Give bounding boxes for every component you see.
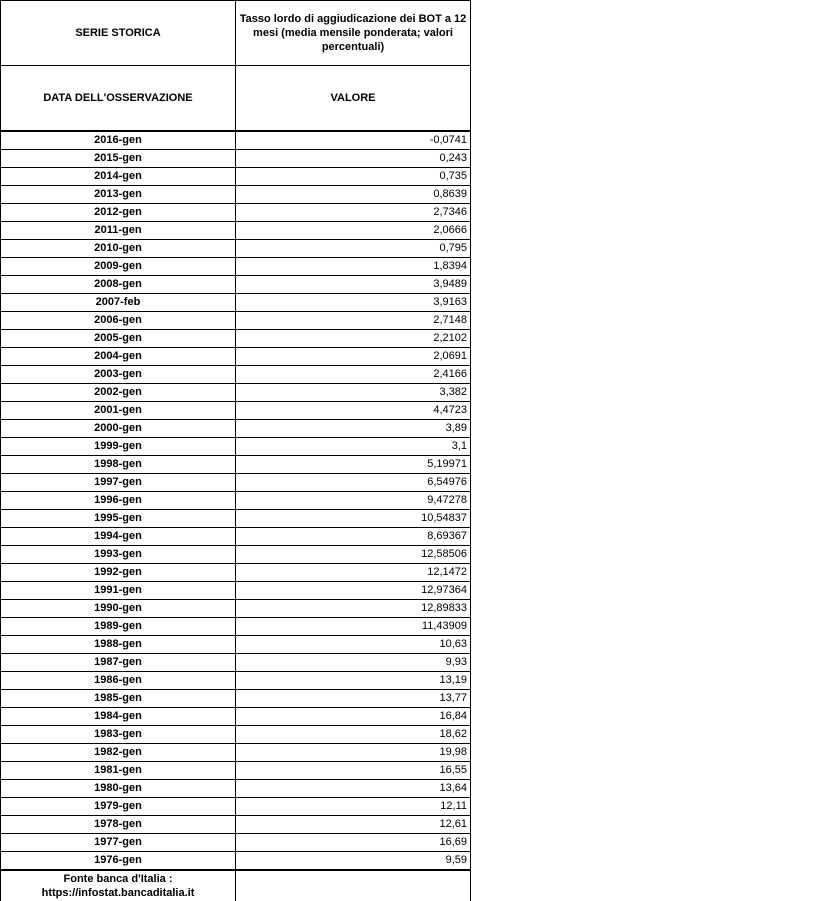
value-cell[interactable]: 12,58506 — [236, 546, 471, 564]
table-row — [1, 240, 471, 258]
table-row — [1, 168, 471, 186]
date-cell[interactable]: 2003-gen — [1, 366, 236, 384]
table-row — [1, 258, 471, 276]
value-cell[interactable]: 8,69367 — [236, 528, 471, 546]
date-cell[interactable]: 2008-gen — [1, 276, 236, 294]
value-cell[interactable]: 13,64 — [236, 780, 471, 798]
table-row — [1, 798, 471, 816]
value-cell[interactable]: 12,11 — [236, 798, 471, 816]
value-cell[interactable]: 1,8394 — [236, 258, 471, 276]
table-row — [1, 600, 471, 618]
value-cell[interactable]: 16,84 — [236, 708, 471, 726]
date-cell[interactable]: 1981-gen — [1, 762, 236, 780]
table-row — [1, 618, 471, 636]
value-cell[interactable]: 0,795 — [236, 240, 471, 258]
date-cell[interactable]: 1980-gen — [1, 780, 236, 798]
value-cell[interactable]: 11,43909 — [236, 618, 471, 636]
date-cell[interactable]: 1978-gen — [1, 816, 236, 834]
table-row — [1, 312, 471, 330]
value-cell[interactable]: 3,382 — [236, 384, 471, 402]
table-row — [1, 294, 471, 312]
value-cell[interactable]: 12,97364 — [236, 582, 471, 600]
value-cell[interactable]: 10,63 — [236, 636, 471, 654]
date-column-header[interactable]: DATA DELL'OSSERVAZIONE — [1, 66, 236, 132]
source-url: https://infostat.bancaditalia.it — [41, 887, 195, 899]
date-cell[interactable]: 2015-gen — [1, 150, 236, 168]
value-column-header[interactable]: VALORE — [236, 66, 471, 132]
date-cell[interactable]: 1989-gen — [1, 618, 236, 636]
date-cell[interactable]: 2007-feb — [1, 294, 236, 312]
date-cell[interactable]: 2010-gen — [1, 240, 236, 258]
date-cell[interactable]: 1998-gen — [1, 456, 236, 474]
table-row — [1, 636, 471, 654]
date-cell[interactable]: 1988-gen — [1, 636, 236, 654]
value-cell[interactable]: 3,9489 — [236, 276, 471, 294]
date-cell[interactable]: 2004-gen — [1, 348, 236, 366]
date-cell[interactable]: 2006-gen — [1, 312, 236, 330]
date-cell[interactable]: 1995-gen — [1, 510, 236, 528]
value-cell[interactable]: 2,0691 — [236, 348, 471, 366]
date-cell[interactable]: 1982-gen — [1, 744, 236, 762]
value-cell[interactable]: 0,8639 — [236, 186, 471, 204]
value-cell[interactable]: 9,93 — [236, 654, 471, 672]
date-cell[interactable]: 2014-gen — [1, 168, 236, 186]
value-cell[interactable]: 2,0666 — [236, 222, 471, 240]
table-row — [1, 402, 471, 420]
date-cell[interactable]: 1979-gen — [1, 798, 236, 816]
table-row — [1, 348, 471, 366]
value-cell[interactable]: 19,98 — [236, 744, 471, 762]
date-cell[interactable]: 1987-gen — [1, 654, 236, 672]
table-row — [1, 366, 471, 384]
value-cell[interactable]: 16,69 — [236, 834, 471, 852]
date-cell[interactable]: 1992-gen — [1, 564, 236, 582]
date-cell[interactable]: 1983-gen — [1, 726, 236, 744]
date-cell[interactable]: 2011-gen — [1, 222, 236, 240]
series-title-cell[interactable]: Tasso lordo di aggiudicazione dei BOT a 12 mesi (media mensile ponderata; valori percentuali) — [236, 1, 471, 66]
table-row — [1, 672, 471, 690]
date-cell[interactable]: 1984-gen — [1, 708, 236, 726]
date-cell[interactable]: 1986-gen — [1, 672, 236, 690]
value-cell[interactable]: 10,54837 — [236, 510, 471, 528]
value-cell[interactable]: 9,59 — [236, 852, 471, 871]
date-cell[interactable]: 1994-gen — [1, 528, 236, 546]
date-cell[interactable]: 1991-gen — [1, 582, 236, 600]
table-row — [1, 492, 471, 510]
table-row — [1, 744, 471, 762]
table-row — [1, 384, 471, 402]
value-cell[interactable]: 0,735 — [236, 168, 471, 186]
table-row — [1, 330, 471, 348]
table-row — [1, 150, 471, 168]
value-cell[interactable]: 6,54976 — [236, 474, 471, 492]
value-cell[interactable]: 2,4166 — [236, 366, 471, 384]
value-cell[interactable]: 2,7148 — [236, 312, 471, 330]
source-footer-row — [1, 870, 471, 901]
series-label-cell[interactable]: SERIE STORICA — [1, 1, 236, 66]
series-header-row — [1, 1, 471, 66]
value-cell[interactable]: -0,0741 — [236, 131, 471, 150]
date-cell[interactable]: 1985-gen — [1, 690, 236, 708]
table-row — [1, 726, 471, 744]
value-cell[interactable]: 3,9163 — [236, 294, 471, 312]
date-cell[interactable]: 1977-gen — [1, 834, 236, 852]
value-cell[interactable]: 2,7346 — [236, 204, 471, 222]
date-cell[interactable]: 2016-gen — [1, 131, 236, 150]
table-row — [1, 816, 471, 834]
value-cell[interactable]: 4,4723 — [236, 402, 471, 420]
date-cell[interactable]: 1993-gen — [1, 546, 236, 564]
date-cell[interactable]: 1976-gen — [1, 852, 236, 871]
table-row — [1, 186, 471, 204]
value-cell[interactable]: 13,19 — [236, 672, 471, 690]
value-cell[interactable]: 5,19971 — [236, 456, 471, 474]
table-row — [1, 438, 471, 456]
value-cell[interactable]: 18,62 — [236, 726, 471, 744]
column-header-row — [1, 66, 471, 132]
table-row — [1, 834, 471, 852]
date-cell[interactable]: 2013-gen — [1, 186, 236, 204]
date-cell[interactable]: 2001-gen — [1, 402, 236, 420]
table-row — [1, 708, 471, 726]
table-row — [1, 204, 471, 222]
value-cell[interactable]: 16,55 — [236, 762, 471, 780]
table-row — [1, 780, 471, 798]
table-row — [1, 690, 471, 708]
date-cell[interactable]: 1997-gen — [1, 474, 236, 492]
table-row — [1, 222, 471, 240]
table-row — [1, 510, 471, 528]
value-cell[interactable]: 2,2102 — [236, 330, 471, 348]
table-row — [1, 420, 471, 438]
table-row — [1, 456, 471, 474]
date-cell[interactable]: 2012-gen — [1, 204, 236, 222]
date-cell[interactable]: 2000-gen — [1, 420, 236, 438]
date-cell[interactable]: 2002-gen — [1, 384, 236, 402]
empty-cell[interactable] — [236, 870, 471, 901]
table-row — [1, 276, 471, 294]
source-cell[interactable] — [1, 870, 236, 901]
source-label: Fonte banca d'Italia : — [63, 873, 173, 885]
table-row — [1, 546, 471, 564]
date-cell[interactable]: 1990-gen — [1, 600, 236, 618]
table-row — [1, 852, 471, 871]
table-row — [1, 131, 471, 150]
value-cell[interactable]: 13,77 — [236, 690, 471, 708]
date-cell[interactable]: 2005-gen — [1, 330, 236, 348]
value-cell[interactable]: 3,89 — [236, 420, 471, 438]
table-row — [1, 528, 471, 546]
value-cell[interactable]: 12,1472 — [236, 564, 471, 582]
value-cell[interactable]: 0,243 — [236, 150, 471, 168]
value-cell[interactable]: 12,61 — [236, 816, 471, 834]
table-row — [1, 654, 471, 672]
value-cell[interactable]: 12,89833 — [236, 600, 471, 618]
table-row — [1, 474, 471, 492]
date-cell[interactable]: 1999-gen — [1, 438, 236, 456]
sheet-body — [1, 1, 471, 901]
table-row — [1, 564, 471, 582]
table-row — [1, 582, 471, 600]
table-row — [1, 762, 471, 780]
value-cell[interactable]: 9,47278 — [236, 492, 471, 510]
date-cell[interactable]: 2009-gen — [1, 258, 236, 276]
date-cell[interactable]: 1996-gen — [1, 492, 236, 510]
value-cell[interactable]: 3,1 — [236, 438, 471, 456]
